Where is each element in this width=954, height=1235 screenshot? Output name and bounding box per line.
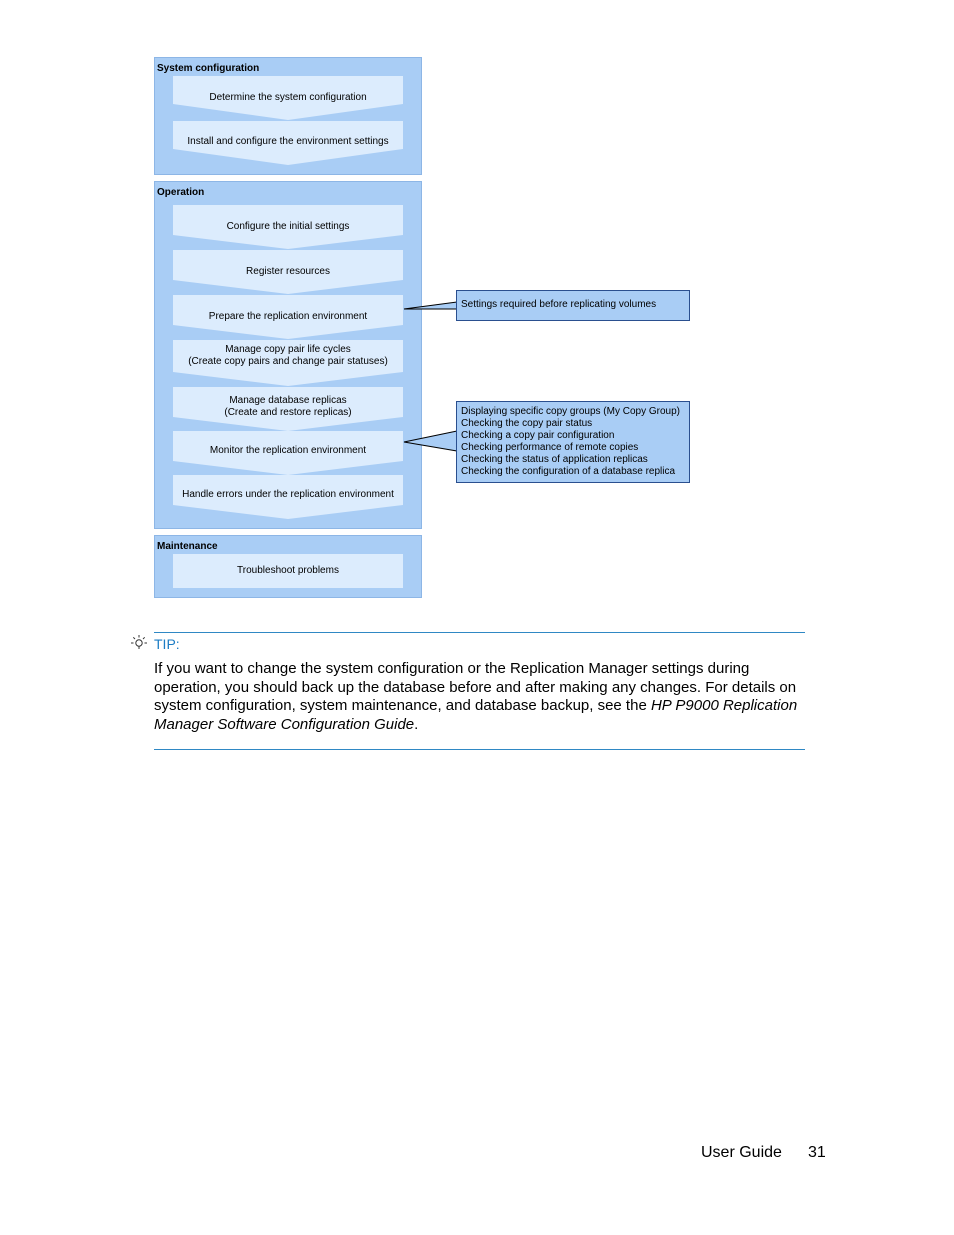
callout-line: Settings required before replicating volumes (461, 299, 657, 310)
step-label: Install and configure the environment settings (187, 136, 389, 147)
system-configuration-title: System configuration (157, 63, 260, 74)
maintenance-title: Maintenance (157, 541, 218, 552)
tip-bottom-rule (154, 749, 805, 750)
step-label: Configure the initial settings (226, 221, 350, 232)
callout-line: Checking the status of application replicas (461, 454, 648, 465)
step-label: Manage copy pair life cycles (Create copy pairs and change pair statuses) (188, 344, 388, 367)
callout-line: Checking the copy pair status (461, 418, 593, 429)
callout-line: Checking a copy pair configuration (461, 430, 615, 441)
tip-label: TIP: (154, 636, 180, 652)
callout-monitor (456, 401, 690, 483)
callout-line: Checking performance of remote copies (461, 442, 639, 453)
tip-top-rule (154, 632, 805, 633)
step-label: Troubleshoot problems (237, 565, 339, 576)
guide-title: HP P9000 Replication Manager Software Configuration Guide (154, 697, 798, 733)
footer-title: User Guide (701, 1144, 782, 1161)
step-label: Handle errors under the replication environment (182, 489, 394, 500)
callout-line: Checking the configuration of a database replica (461, 466, 676, 477)
step-label: Register resources (246, 266, 330, 277)
callout-line: Displaying specific copy groups (My Copy Group) (461, 406, 680, 417)
lightbulb-icon (130, 634, 148, 652)
callout-pointer-prepare (404, 302, 457, 309)
callout-pointer-monitor (404, 431, 457, 451)
step-label: Determine the system configuration (209, 92, 367, 103)
tip-body (154, 660, 809, 734)
operation-title: Operation (157, 187, 205, 198)
tip-text: If you want to change the system configuration or the Replication Manager settings during operation, you should back up the database before and after making any changes. For details on system configuration, system maintenance, and database backup, see the (154, 660, 797, 714)
page-number: 31 (808, 1144, 826, 1161)
tip-text-end: . (414, 715, 419, 733)
step-label: Manage database replicas (Create and restore replicas) (224, 395, 352, 418)
step-label: Monitor the replication environment (209, 445, 367, 456)
callout-prepare (456, 290, 690, 321)
step-label: Prepare the replication environment (208, 311, 368, 322)
